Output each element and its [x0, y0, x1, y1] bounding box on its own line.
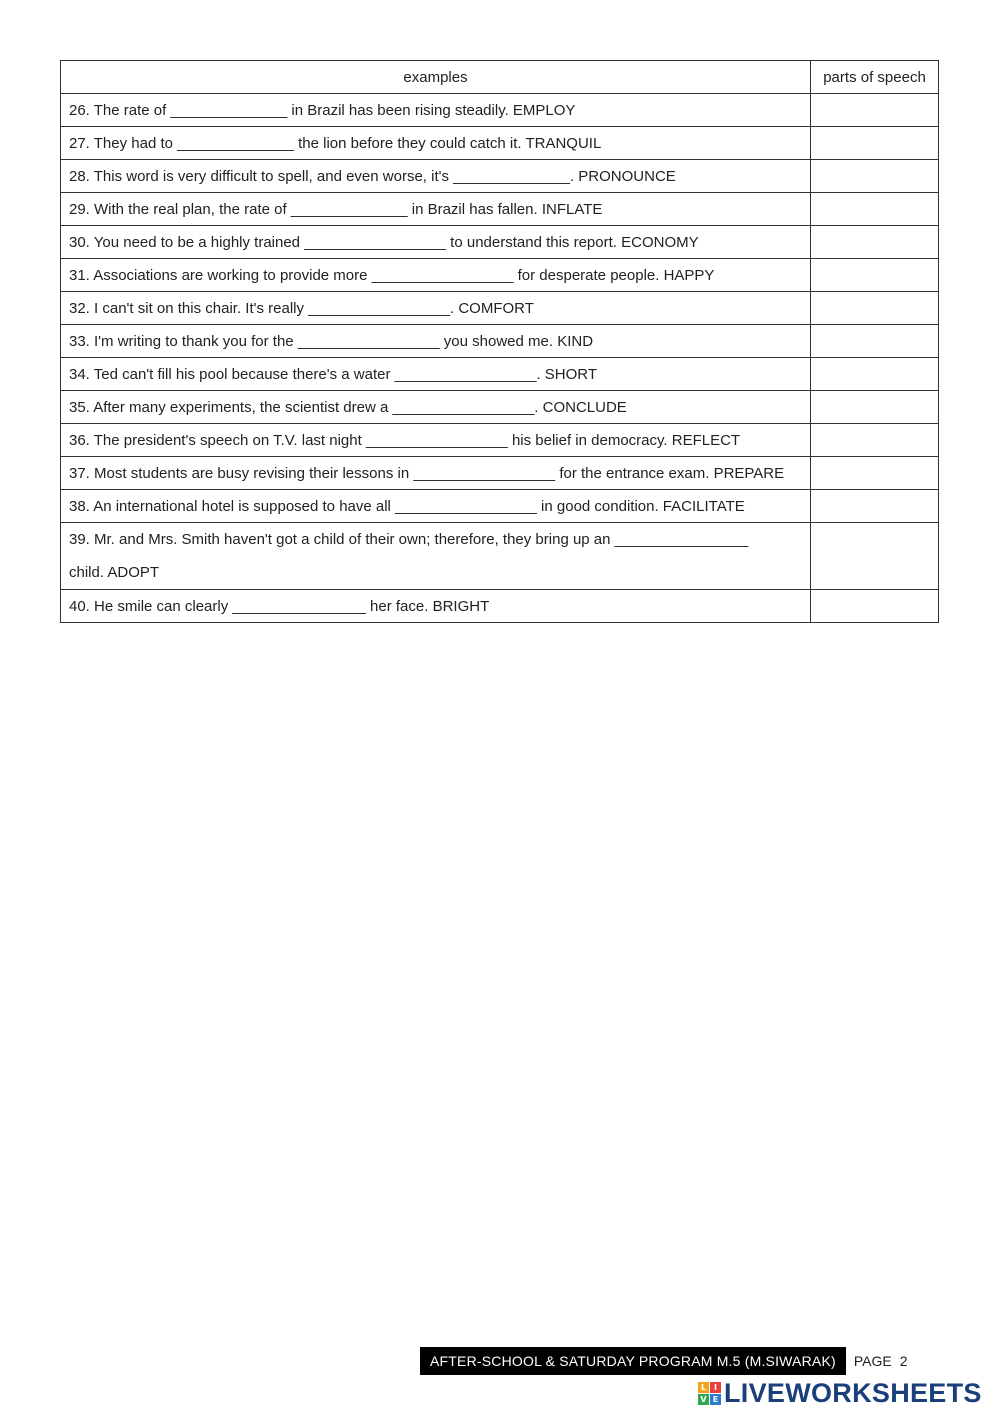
question-27: 27. They had to ______________ the lion before they could catch it. TRANQUIL [61, 127, 811, 160]
question-32: 32. I can't sit on this chair. It's really _________________. COMFORT [61, 292, 811, 325]
liveworksheets-brand[interactable] [698, 1378, 982, 1409]
parts-of-speech-header: parts of speech [811, 61, 939, 94]
question-36: 36. The president's speech on T.V. last night _________________ his belief in democracy. REFLECT [61, 424, 811, 457]
table-row [61, 259, 939, 292]
table-header-row [61, 61, 939, 94]
table-row [61, 523, 939, 590]
table-row [61, 127, 939, 160]
table-row [61, 226, 939, 259]
examples-header: examples [61, 61, 811, 94]
answer-cell-36[interactable] [811, 424, 939, 457]
answer-cell-33[interactable] [811, 325, 939, 358]
logo-letter-l: L [698, 1382, 709, 1393]
logo-letter-e: E [710, 1394, 721, 1405]
table-row [61, 490, 939, 523]
question-29: 29. With the real plan, the rate of ______________ in Brazil has fallen. INFLATE [61, 193, 811, 226]
table-row [61, 160, 939, 193]
table-row [61, 457, 939, 490]
question-35: 35. After many experiments, the scientist drew a _________________. CONCLUDE [61, 391, 811, 424]
answer-cell-40[interactable] [811, 590, 939, 623]
table-row [61, 325, 939, 358]
table-row [61, 94, 939, 127]
logo-letter-v: V [698, 1394, 709, 1405]
table-row [61, 424, 939, 457]
answer-cell-28[interactable] [811, 160, 939, 193]
program-label: AFTER-SCHOOL & SATURDAY PROGRAM M.5 (M.SIWARAK) [420, 1347, 846, 1375]
table-row [61, 292, 939, 325]
question-34: 34. Ted can't fill his pool because there's a water _________________. SHORT [61, 358, 811, 391]
table-row [61, 193, 939, 226]
page-number: 2 [899, 1353, 908, 1369]
question-30: 30. You need to be a highly trained _________________ to understand this report. ECONOMY [61, 226, 811, 259]
table-row [61, 590, 939, 623]
answer-cell-32[interactable] [811, 292, 939, 325]
answer-cell-29[interactable] [811, 193, 939, 226]
brand-wordmark: LIVEWORKSHEETS [724, 1378, 982, 1408]
question-39 [61, 523, 811, 590]
table-row [61, 391, 939, 424]
question-39-line-2: child. ADOPT [69, 564, 160, 581]
page-label: PAGE [853, 1353, 892, 1369]
answer-cell-30[interactable] [811, 226, 939, 259]
page-indicator [854, 1353, 908, 1369]
question-39-line-1: 39. Mr. and Mrs. Smith haven't got a child of their own; therefore, they bring up an ________________ [69, 531, 749, 548]
logo-letter-i: I [710, 1382, 721, 1393]
question-33: 33. I'm writing to thank you for the _________________ you showed me. KIND [61, 325, 811, 358]
answer-cell-35[interactable] [811, 391, 939, 424]
question-28: 28. This word is very difficult to spell, and even worse, it's ______________. PRONOUNCE [61, 160, 811, 193]
worksheet-table [60, 60, 939, 623]
answer-cell-38[interactable] [811, 490, 939, 523]
answer-cell-31[interactable] [811, 259, 939, 292]
page-footer [420, 1347, 908, 1375]
liveworksheets-logo-icon [698, 1382, 721, 1405]
answer-cell-39[interactable] [811, 523, 939, 590]
table-row [61, 358, 939, 391]
answer-cell-27[interactable] [811, 127, 939, 160]
question-37: 37. Most students are busy revising their lessons in _________________ for the entrance exam. PREPARE [61, 457, 811, 490]
question-38: 38. An international hotel is supposed to have all _________________ in good condition. FACILITATE [61, 490, 811, 523]
answer-cell-37[interactable] [811, 457, 939, 490]
question-31: 31. Associations are working to provide more _________________ for desperate people. HAPPY [61, 259, 811, 292]
answer-cell-26[interactable] [811, 94, 939, 127]
question-26: 26. The rate of ______________ in Brazil has been rising steadily. EMPLOY [61, 94, 811, 127]
question-40: 40. He smile can clearly ________________ her face. BRIGHT [61, 590, 811, 623]
answer-cell-34[interactable] [811, 358, 939, 391]
